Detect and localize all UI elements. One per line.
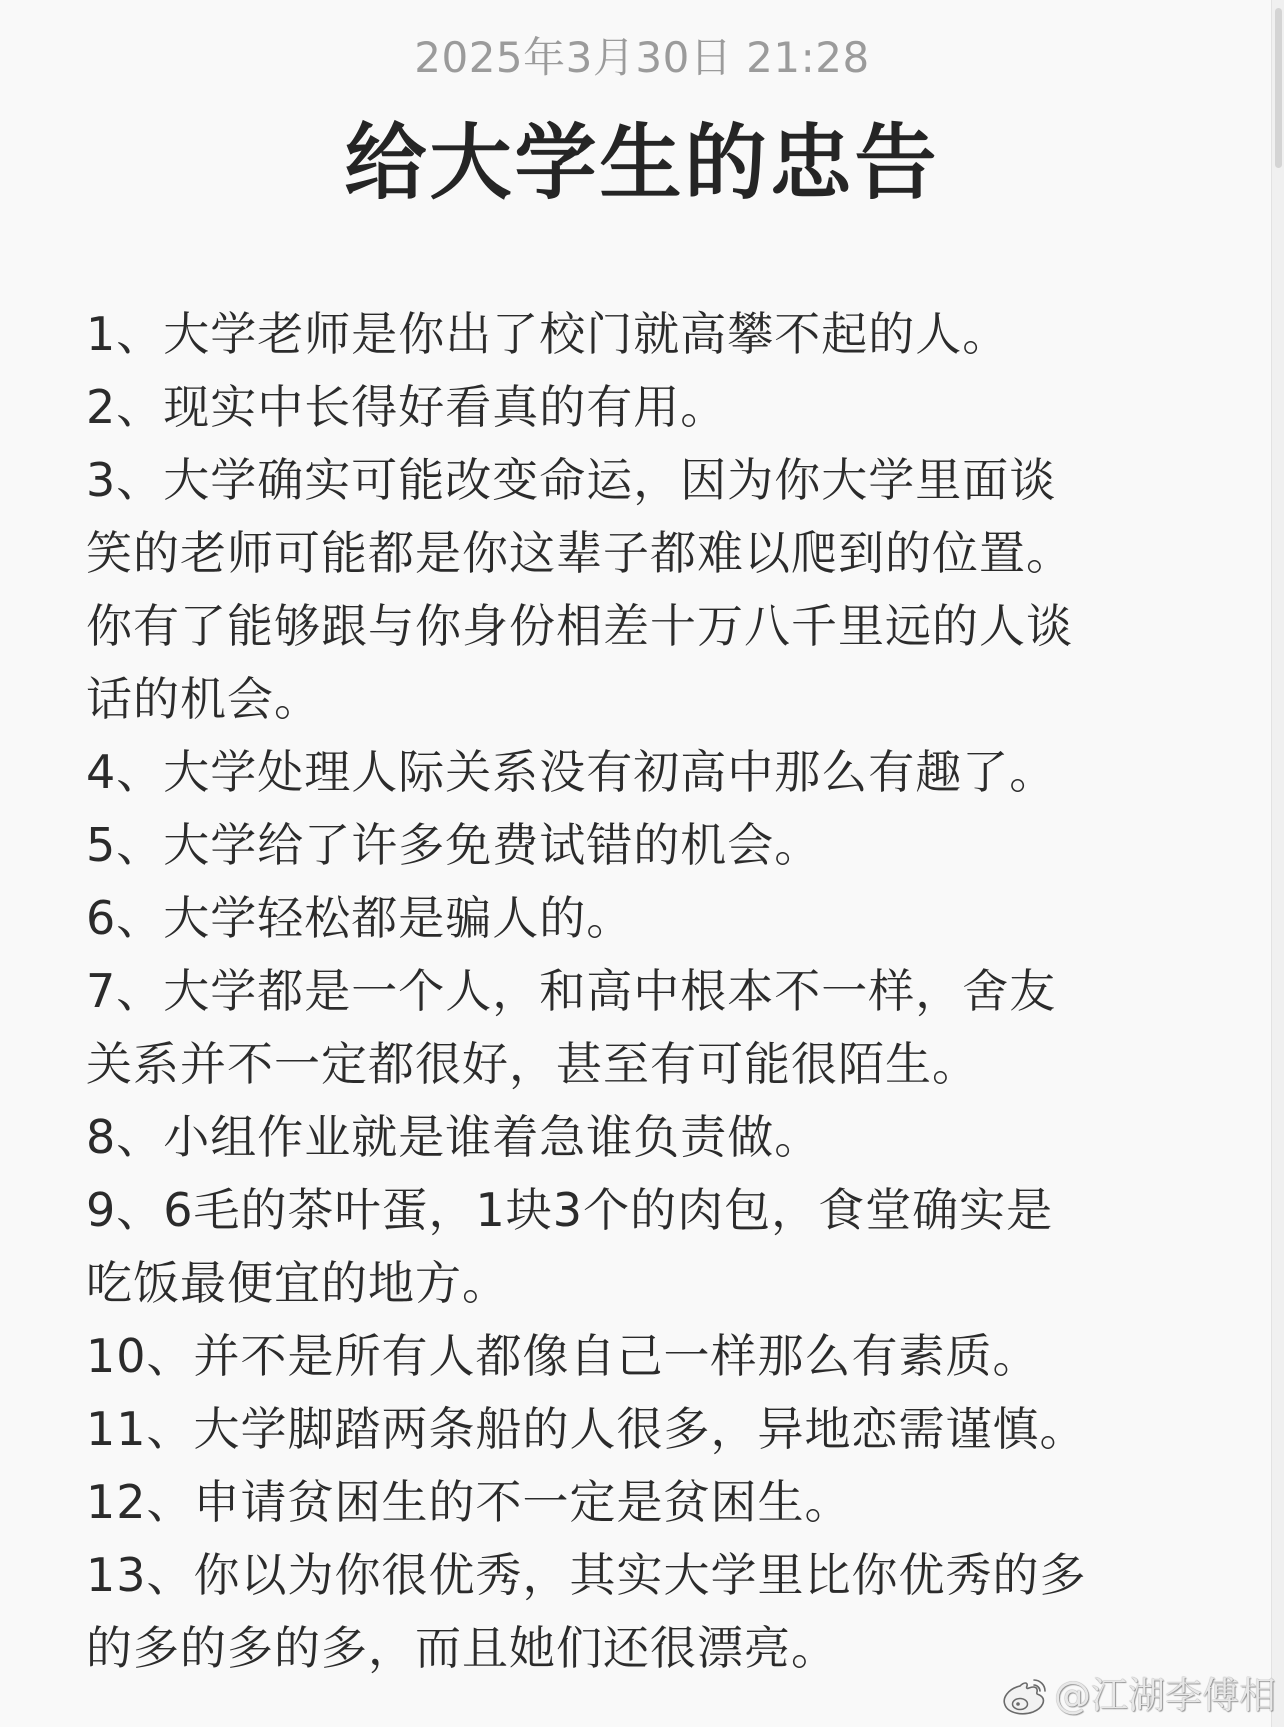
note-line: 13、你以为你很优秀，其实大学里比你优秀的多 <box>86 1548 1087 1602</box>
note-line: 12、申请贫困生的不一定是贫困生。 <box>86 1475 852 1529</box>
scrollbar[interactable] <box>1271 0 1284 1727</box>
note-line: 话的机会。 <box>86 672 321 726</box>
note-line: 5、大学给了许多免费试错的机会。 <box>86 818 822 872</box>
note-line: 10、并不是所有人都像自己一样那么有素质。 <box>86 1329 1040 1383</box>
note-title: 给大学生的忠告 <box>344 116 940 211</box>
note-line: 吃饭最便宜的地方。 <box>86 1256 509 1310</box>
note-line: 7、大学都是一个人，和高中根本不一样，舍友 <box>86 964 1057 1018</box>
note-line: 6、大学轻松都是骗人的。 <box>86 891 634 945</box>
watermark-text: @江湖李傅相 <box>1054 1674 1276 1717</box>
note-body <box>86 298 1218 1685</box>
note-line: 9、6毛的茶叶蛋，1块3个的肉包，食堂确实是 <box>86 1183 1054 1237</box>
note-line: 1、大学老师是你出了校门就高攀不起的人。 <box>86 307 1010 361</box>
scrollbar-thumb[interactable] <box>1275 8 1282 168</box>
note-line: 8、小组作业就是谁着急谁负责做。 <box>86 1110 822 1164</box>
note-line: 4、大学处理人际关系没有初高中那么有趣了。 <box>86 745 1057 799</box>
note-line: 笑的老师可能都是你这辈子都难以爬到的位置。 <box>86 526 1073 580</box>
weibo-icon <box>1000 1674 1050 1718</box>
note-line: 的多的多的多，而且她们还很漂亮。 <box>86 1621 838 1675</box>
watermark <box>1000 1671 1276 1721</box>
note-line: 3、大学确实可能改变命运，因为你大学里面谈 <box>86 453 1057 507</box>
note-line: 2、现实中长得好看真的有用。 <box>86 380 728 434</box>
note-line: 你有了能够跟与你身份相差十万八千里远的人谈 <box>86 599 1073 653</box>
note-timestamp: 2025年3月30日 21:28 <box>414 33 870 82</box>
note-line: 关系并不一定都很好，甚至有可能很陌生。 <box>86 1037 979 1091</box>
note-line: 11、大学脚踏两条船的人很多，异地恋需谨慎。 <box>86 1402 1087 1456</box>
